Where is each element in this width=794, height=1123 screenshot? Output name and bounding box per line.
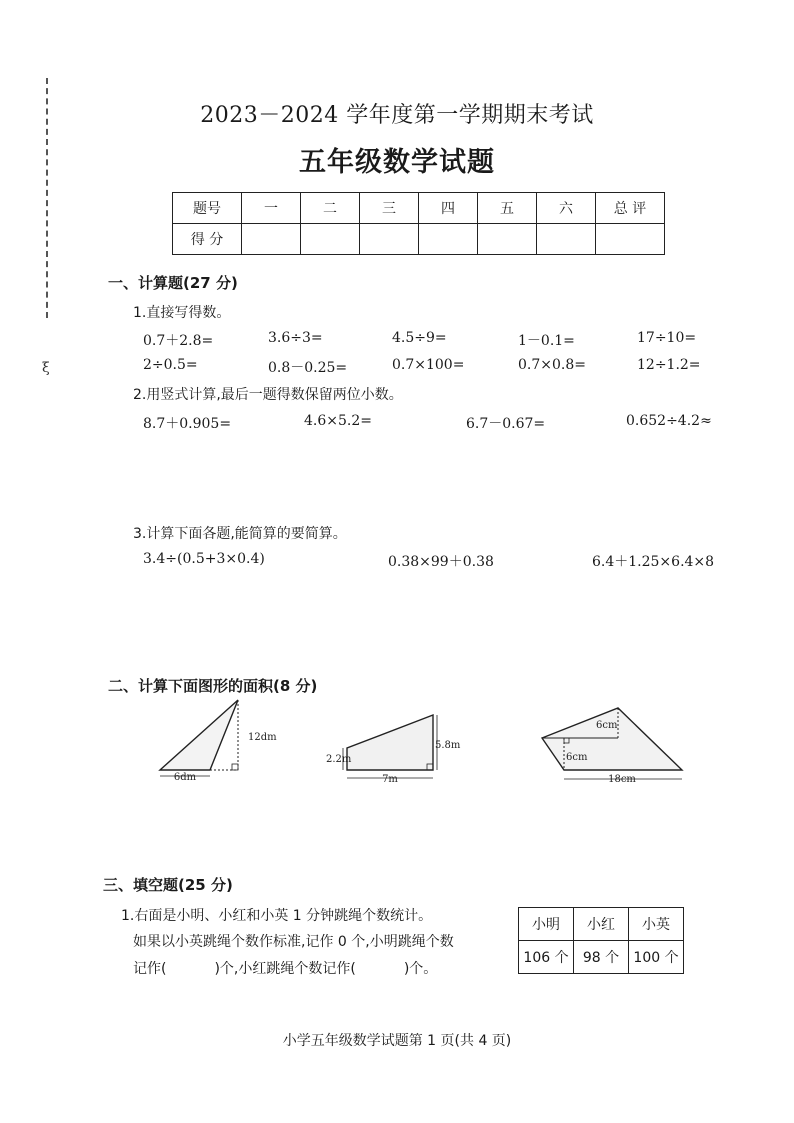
score-cell[interactable] bbox=[301, 224, 360, 255]
rope-count-cell: 98 个 bbox=[574, 941, 629, 974]
score-row-label: 得 分 bbox=[173, 224, 242, 255]
triangle-base-label: 6dm bbox=[173, 772, 197, 783]
score-header-cell: 三 bbox=[360, 193, 419, 224]
score-cell[interactable] bbox=[242, 224, 301, 255]
vertical-calc-item: 4.6×5.2= bbox=[304, 413, 372, 429]
oral-calc-item: 0.8－0.25= bbox=[268, 360, 348, 376]
triangle-figure bbox=[152, 692, 277, 784]
oral-calc-item: 0.7×0.8= bbox=[518, 357, 586, 373]
composite-base-label: 18cm bbox=[608, 774, 636, 785]
score-header-cell: 五 bbox=[478, 193, 537, 224]
binding-mark: ξ bbox=[42, 360, 50, 376]
score-header-cell: 四 bbox=[419, 193, 478, 224]
score-header-cell: 总 评 bbox=[596, 193, 665, 224]
fill-q1-line1: 1.右面是小明、小红和小英 1 分钟跳绳个数统计。 bbox=[121, 908, 433, 924]
rope-count-cell: 106 个 bbox=[519, 941, 574, 974]
composite-bottom-height-label: 6cm bbox=[566, 752, 588, 763]
simplify-item: 6.4＋1.25×6.4×8 bbox=[592, 554, 715, 570]
oral-calc-item: 2÷0.5= bbox=[143, 357, 198, 373]
vertical-calc-item: 6.7－0.67= bbox=[466, 416, 546, 432]
rope-skipping-table bbox=[518, 907, 684, 974]
score-header-cell: 一 bbox=[242, 193, 301, 224]
score-cell[interactable] bbox=[360, 224, 419, 255]
trapezoid-left-label: 2.2m bbox=[326, 754, 352, 765]
oral-calc-item: 12÷1.2= bbox=[637, 357, 701, 373]
score-table-score-row bbox=[173, 224, 665, 255]
score-header-cell: 二 bbox=[301, 193, 360, 224]
section1-heading: 一、计算题(27 分) bbox=[108, 274, 238, 292]
composite-top-height-label: 6cm bbox=[596, 720, 618, 731]
rope-name-cell: 小英 bbox=[629, 908, 684, 941]
oral-calc-item: 17÷10= bbox=[637, 330, 697, 346]
q1-prompt: 1.直接写得数。 bbox=[133, 305, 231, 321]
score-header-cell: 题号 bbox=[173, 193, 242, 224]
score-cell[interactable] bbox=[537, 224, 596, 255]
rope-name-cell: 小明 bbox=[519, 908, 574, 941]
simplify-item: 0.38×99＋0.38 bbox=[388, 554, 494, 570]
rope-count-cell: 100 个 bbox=[629, 941, 684, 974]
triangle-height-label: 12dm bbox=[248, 732, 277, 743]
fill-text-a: 记作( bbox=[133, 961, 167, 977]
rope-names-row bbox=[519, 908, 684, 941]
score-cell[interactable] bbox=[419, 224, 478, 255]
fill-q1-line2: 如果以小英跳绳个数作标准,记作 0 个,小明跳绳个数 bbox=[133, 934, 454, 950]
vertical-calc-item: 0.652÷4.2≈ bbox=[626, 413, 712, 429]
fill-q1-line3 bbox=[133, 958, 437, 978]
composite-figure bbox=[534, 700, 684, 788]
simplify-item: 3.4÷(0.5+3×0.4) bbox=[143, 551, 265, 567]
score-cell[interactable] bbox=[478, 224, 537, 255]
rope-counts-row bbox=[519, 941, 684, 974]
page-footer: 小学五年级数学试题第 1 页(共 4 页) bbox=[282, 1033, 512, 1049]
oral-calc-item: 0.7×100= bbox=[392, 357, 465, 373]
score-table-header-row bbox=[173, 193, 665, 224]
trapezoid-bottom-label: 7m bbox=[382, 774, 398, 785]
score-table bbox=[172, 192, 665, 255]
q2-prompt: 2.用竖式计算,最后一题得数保留两位小数。 bbox=[133, 387, 403, 403]
section3-heading: 三、填空题(25 分) bbox=[103, 876, 233, 894]
exam-title: 2023－2024 学年度第一学期期末考试 bbox=[200, 103, 594, 128]
oral-calc-item: 0.7＋2.8= bbox=[143, 333, 214, 349]
oral-calc-item: 3.6÷3= bbox=[268, 330, 323, 346]
trapezoid-figure bbox=[325, 700, 470, 788]
fill-text-b: )个,小红跳绳个数记作( bbox=[214, 961, 356, 977]
trapezoid-right-label: 5.8m bbox=[435, 740, 461, 751]
score-cell[interactable] bbox=[596, 224, 665, 255]
section2-heading: 二、计算下面图形的面积(8 分) bbox=[108, 677, 318, 695]
oral-calc-item: 4.5÷9= bbox=[392, 330, 447, 346]
exam-subtitle: 五年级数学试题 bbox=[299, 147, 495, 178]
vertical-calc-item: 8.7＋0.905= bbox=[143, 416, 232, 432]
q3-prompt: 3.计算下面各题,能简算的要简算。 bbox=[133, 526, 347, 542]
rope-name-cell: 小红 bbox=[574, 908, 629, 941]
score-header-cell: 六 bbox=[537, 193, 596, 224]
fill-text-c: )个。 bbox=[403, 961, 438, 977]
oral-calc-item: 1－0.1= bbox=[518, 333, 575, 349]
